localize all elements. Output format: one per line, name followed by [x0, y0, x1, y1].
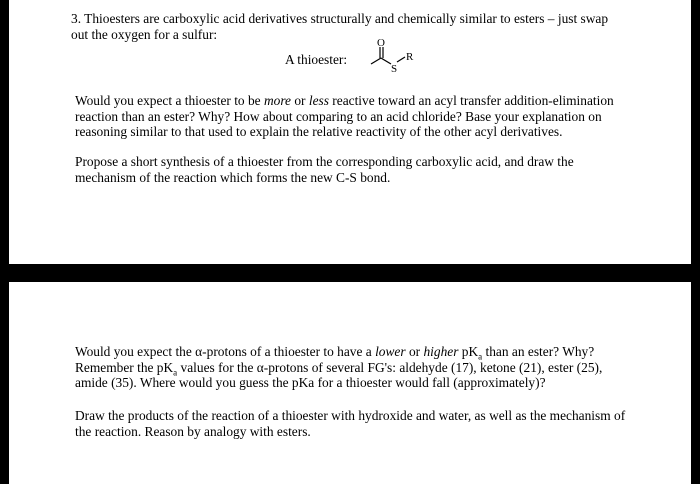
alpha-proton-question [75, 344, 602, 391]
emphasis-more: more [263, 93, 291, 108]
question-3-intro [71, 11, 608, 42]
synthesis-line: mechanism of the reaction which forms the new C-S bond. [75, 169, 391, 185]
sulfur-label: S [391, 63, 398, 75]
lower-page [9, 282, 691, 484]
reactivity-line-1: Would you expect a thioester to be more or less reactive toward an acyl transfer addition-elimination [75, 93, 614, 108]
thioester-label: A thioester: [285, 52, 348, 67]
products-line: Draw the products of the reaction of a thioester with hydroxide and water, as well as the mechanism of [75, 408, 626, 423]
emphasis-lower: lower [375, 344, 406, 359]
oxygen-label: O [377, 38, 385, 49]
emphasis-higher: higher [423, 344, 459, 359]
synthesis-question [75, 154, 574, 185]
thioester-structure [367, 38, 427, 78]
products-line: the reaction. Reason by analogy with esters. [75, 423, 311, 439]
synthesis-line: Propose a short synthesis of a thioester from the corresponding carboxylic acid, and draw the [75, 154, 574, 169]
products-question [75, 408, 625, 439]
intro-line: out the oxygen for a sulfur: [71, 26, 218, 42]
intro-line: 3. Thioesters are carboxylic acid derivatives structurally and chemically similar to esters – just swap [71, 11, 609, 26]
r-group-label: R [406, 51, 414, 63]
alpha-line-2: Remember the $pK_a$ values for the α-protons of several FG's: aldehyde (17), ketone (21), ester (25), [75, 359, 603, 378]
alpha-line-1: Would you expect the α-protons of a thioester to have a lower or higher $pK_a$ than an ester? Why? [75, 344, 595, 362]
upper-page [9, 0, 691, 264]
reactivity-line-2: reaction than an ester? Why? How about comparing to an acid chloride? Base your explanation on [75, 108, 602, 124]
emphasis-less: less [308, 93, 329, 108]
alpha-line-3: amide (35). Where would you guess the pKa for a thioester would fall (approximately)? [75, 375, 546, 390]
reactivity-line-3: reasoning similar to that used to explain the relative reactivity of the other acyl derivatives. [75, 124, 563, 139]
reactivity-question [75, 93, 614, 140]
